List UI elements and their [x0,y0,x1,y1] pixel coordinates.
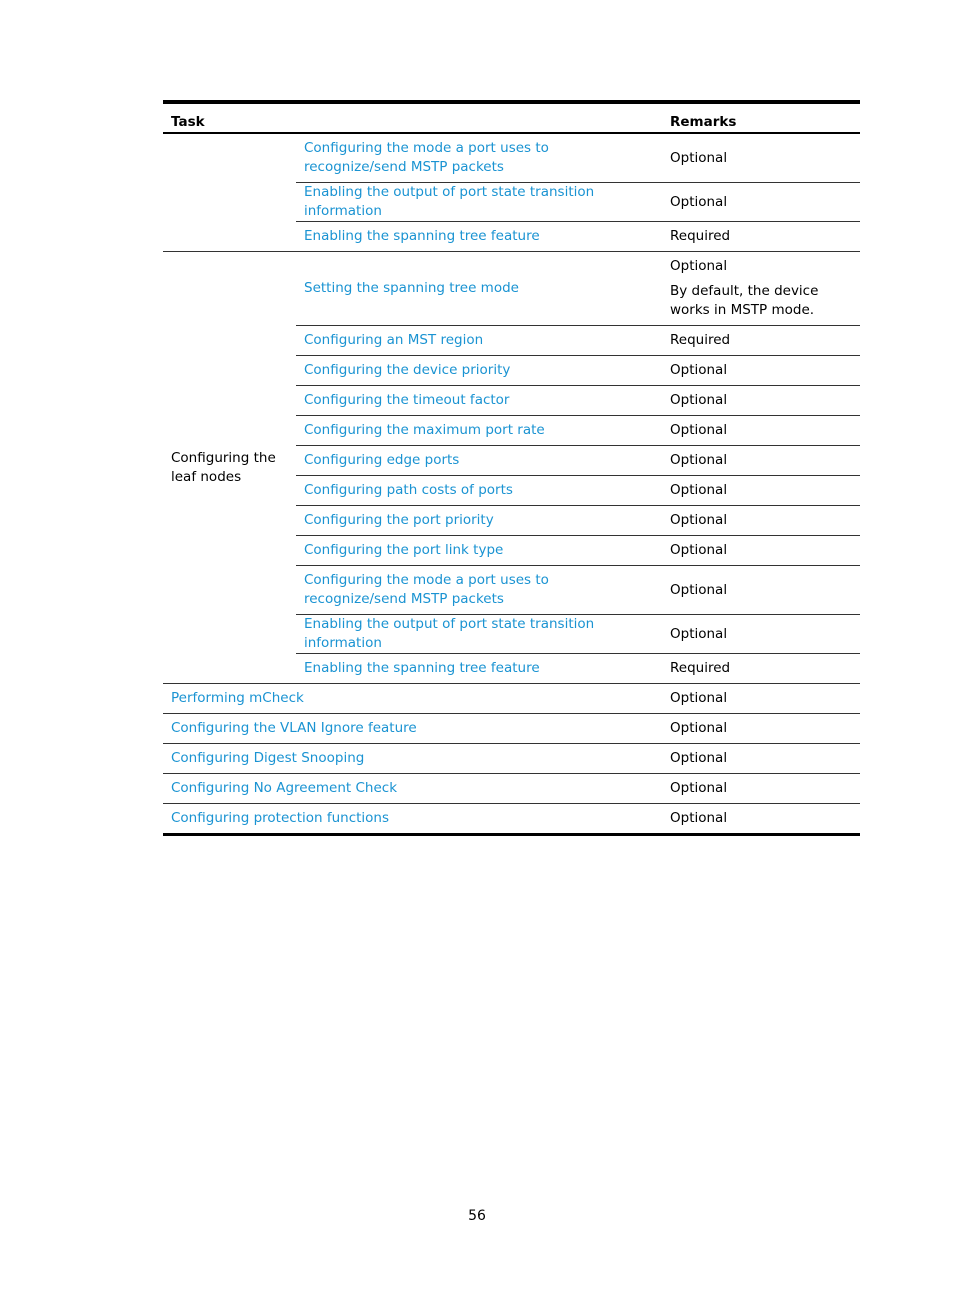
remark-cell: Optional [662,386,860,416]
task-link[interactable]: Configuring the VLAN Ignore feature [171,720,417,736]
remark-cell: Required [662,326,860,356]
task-link[interactable]: Configuring the device priority [304,362,511,378]
remark-cell [662,252,860,326]
group-label-leaf-nodes: Configuring the leaf nodes [163,252,296,684]
remark-cell: Optional [662,446,860,476]
task-link[interactable]: Setting the spanning tree mode [304,280,519,296]
remark-cell: Required [662,654,860,684]
remark-cell: Optional [662,476,860,506]
remark-cell: Optional [670,810,728,826]
task-link[interactable]: Configuring the maximum port rate [304,422,545,438]
table-row [163,804,860,835]
table-row [163,774,860,804]
task-link[interactable]: Configuring path costs of ports [304,482,513,498]
task-table [163,100,860,836]
remark-cell: Optional [662,536,860,566]
task-link[interactable]: Configuring the mode a port uses to recognize/send MSTP packets [304,140,549,175]
remark-cell: Optional [662,183,860,222]
task-link[interactable]: Configuring the port link type [304,542,504,558]
remark-cell: Optional [662,744,860,774]
task-link[interactable]: Configuring Digest Snooping [171,750,365,766]
table-row [163,744,860,774]
remark-cell: Optional [662,684,860,714]
remark-cell: Optional [662,774,860,804]
task-column-header: Task [163,102,662,133]
remark-cell: Optional [662,506,860,536]
remark-cell: Optional [662,615,860,654]
task-link[interactable]: Configuring the timeout factor [304,392,510,408]
task-link[interactable]: Configuring edge ports [304,452,460,468]
remarks-column-header: Remarks [662,102,860,133]
task-link[interactable]: Configuring an MST region [304,332,484,348]
remark-cell: Optional [662,714,860,744]
remark-cell: Optional [662,566,860,615]
task-link[interactable]: Configuring No Agreement Check [171,780,398,796]
task-link[interactable]: Enabling the spanning tree feature [304,228,540,244]
task-link[interactable]: Enabling the spanning tree feature [304,660,540,676]
table-row [163,684,860,714]
group-label-empty [163,133,296,252]
table-row [163,252,860,326]
task-link[interactable]: Configuring protection functions [171,810,390,826]
task-link[interactable]: Enabling the output of port state transition information [304,184,595,219]
remark-value: Optional [670,258,728,274]
remark-cell: Optional [662,356,860,386]
table-row [163,714,860,744]
remark-cell: Optional [662,133,860,183]
table-row [163,133,860,183]
task-link[interactable]: Configuring the mode a port uses to recognize/send MSTP packets [304,572,549,607]
task-link[interactable]: Performing mCheck [171,690,304,706]
remark-note: By default, the device works in MSTP mode. [670,283,819,318]
table-header-row [163,102,860,133]
remark-cell: Required [662,222,860,252]
task-link[interactable]: Enabling the output of port state transition information [304,616,595,651]
page-number: 56 [468,1208,486,1224]
remark-cell: Optional [662,416,860,446]
task-link[interactable]: Configuring the port priority [304,512,494,528]
